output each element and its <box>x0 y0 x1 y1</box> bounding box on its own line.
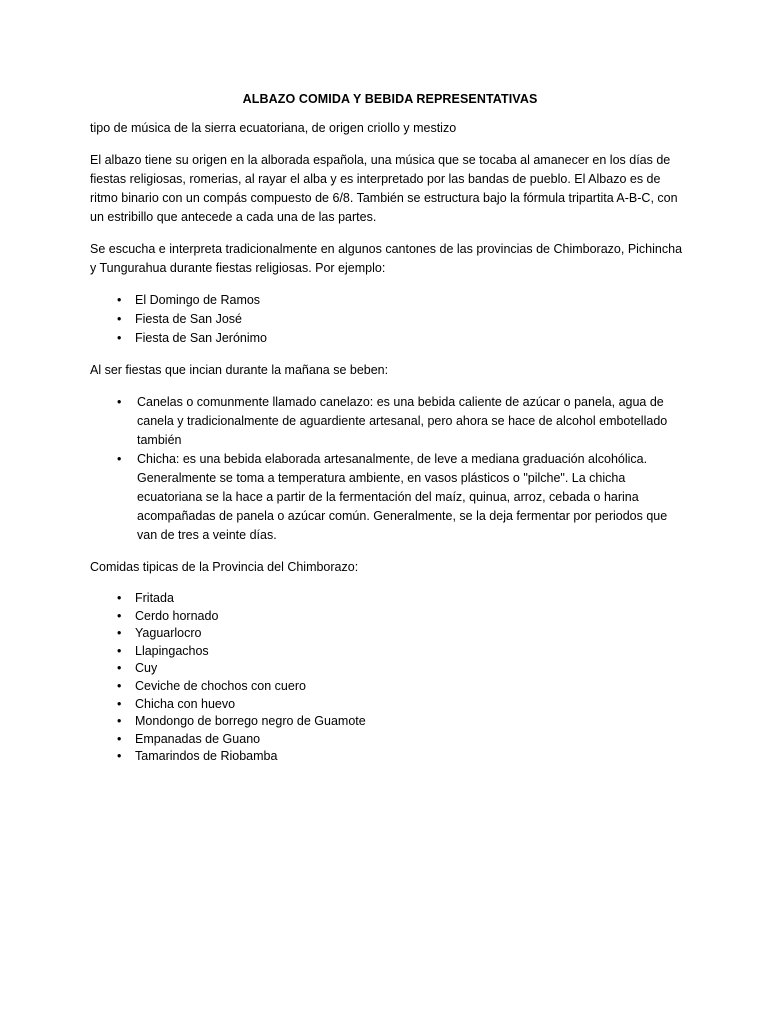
list-item: • Fritada <box>90 590 690 608</box>
bullet-icon: • <box>117 678 122 693</box>
list-item: • Tamarindos de Riobamba <box>90 748 690 766</box>
bullet-icon: • <box>117 452 122 466</box>
bullet-icon: • <box>117 626 122 641</box>
list-item: • Yaguarlocro <box>90 625 690 643</box>
bullet-icon: • <box>117 331 122 345</box>
bullet-icon: • <box>117 714 122 729</box>
bullet-icon: • <box>117 731 122 746</box>
list-item: • Chicha con huevo <box>90 696 690 714</box>
intro-paragraph: tipo de música de la sierra ecuatoriana, de origen criollo y mestizo <box>90 121 457 135</box>
bullet-icon: • <box>117 661 122 676</box>
bullet-icon: • <box>117 312 122 326</box>
list-item: • Empanadas de Guano <box>90 731 690 749</box>
list-item: • Ceviche de chochos con cuero <box>90 678 690 696</box>
list-item: • Canelas o comunmente llamado canelazo: es una bebida caliente de azúcar o panela, agua de canela y tradicionalmente de aguardiente artesanal, pero ahora se hace de alcohol embotellado también <box>117 395 668 447</box>
fiestas-list <box>90 291 690 348</box>
comidas-list <box>90 590 690 766</box>
regions-paragraph: Se escucha e interpreta tradicionalmente en algunos cantones de las provincias de Chimborazo, Pichincha y Tungurahua durante fiestas religiosas. Por ejemplo: <box>90 242 683 275</box>
comidas-intro: Comidas tipicas de la Provincia del Chimborazo: <box>90 560 359 574</box>
bullet-icon: • <box>117 591 122 605</box>
document-title: ALBAZO COMIDA Y BEBIDA REPRESENTATIVAS <box>242 92 538 106</box>
list-item: • Fiesta de San José <box>90 310 690 329</box>
origin-paragraph: El albazo tiene su origen en la alborada española, una música que se tocaba al amanecer en los días de fiestas religiosas, romerias, al rayar el alba y es interpretado por las bandas de pueblo. El Albazo es de ritmo binario con un compás compuesto de 6/8. También se estructura bajo la fórmula tripartita A-B-C, con un estribillo que antecede a cada una de las partes. <box>90 153 678 224</box>
bullet-icon: • <box>117 293 122 307</box>
bullet-icon: • <box>117 395 122 409</box>
bullet-icon: • <box>117 608 122 623</box>
bebidas-list <box>90 393 690 545</box>
bullet-icon: • <box>117 643 122 658</box>
list-item: • Fiesta de San Jerónimo <box>90 329 690 348</box>
list-item: • Mondongo de borrego negro de Guamote <box>90 713 690 731</box>
list-item: • El Domingo de Ramos <box>90 291 690 310</box>
list-item: • Cerdo hornado <box>90 608 690 626</box>
bebidas-intro: Al ser fiestas que incian durante la mañana se beben: <box>90 363 389 377</box>
document-body <box>90 92 690 779</box>
bullet-icon: • <box>117 696 122 711</box>
bullet-icon: • <box>117 749 122 764</box>
list-item: • Chicha: es una bebida elaborada artesanalmente, de leve a mediana graduación alcohólica. Generalmente se toma a temperatura ambiente, en vasos plásticos o "pilche". La chicha ecuatoriana se la hace a partir de la fermentación del maíz, quinua, arroz, cebada o harina acompañadas de panela o azúcar común. Generalmente, se la deja fermentar por periodos que van de tres a veinte días. <box>117 452 668 542</box>
list-item: • Cuy <box>90 660 690 678</box>
list-item: • Llapingachos <box>90 643 690 661</box>
